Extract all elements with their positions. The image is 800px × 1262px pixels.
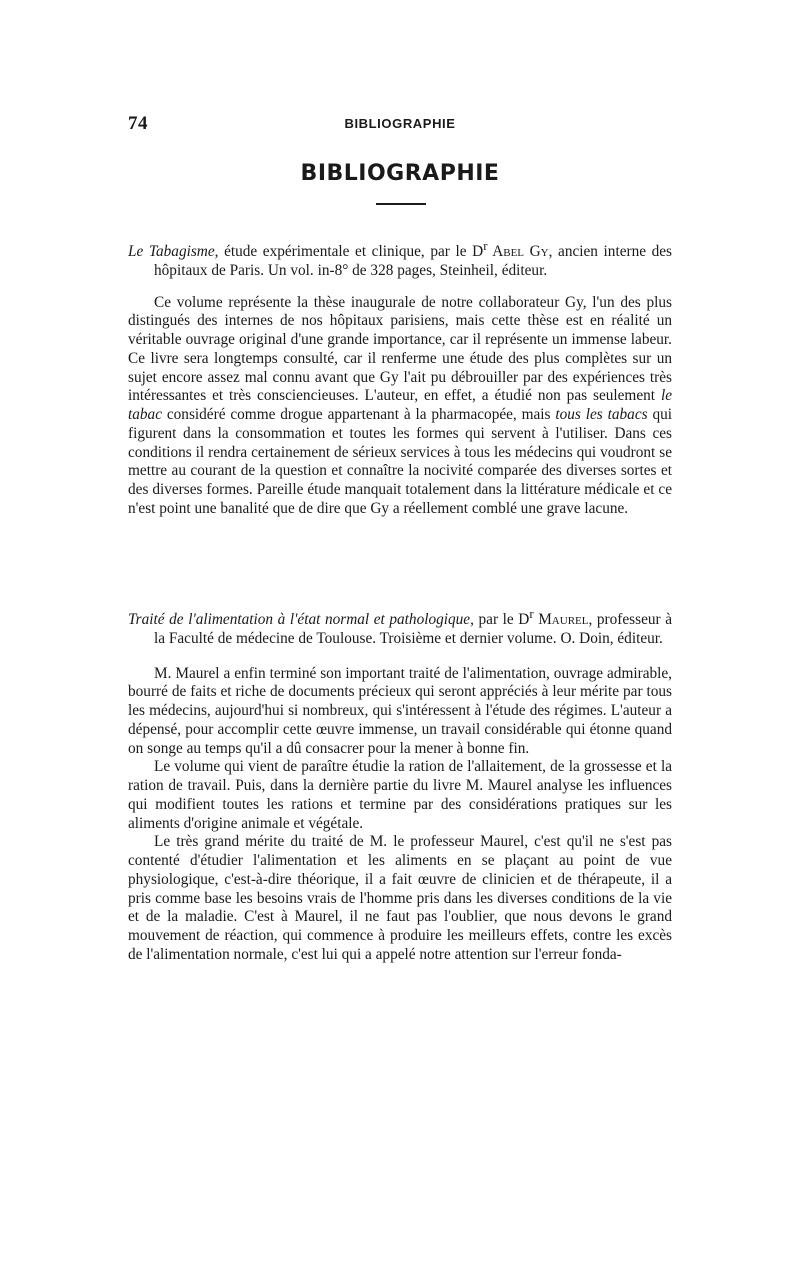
title-rule <box>376 203 426 205</box>
running-header <box>128 113 672 139</box>
page-number: 74 <box>128 113 148 134</box>
review-paragraph: Le très grand mérite du traité de M. le professeur Maurel, c'est qu'il ne s'est pas contenté d'étudier l'alimentation et les aliments en se plaçant au point de vue physiologique, c'est-à-dire théorique, il a fait œuvre de clinicien et de thérapeute, il a pris comme base les besoins vrais de l'homme pris dans les diverses conditions de la vie et de la maladie. C'est à Maurel, il ne faut pas l'oublier, que nous devons le grand mouvement de réaction, qui commence à produire les meilleurs effets, contre les excès de l'alimentation normale, c'est lui qui a appelé notre attention sur l'erreur fonda- <box>128 833 672 963</box>
review-reference: Traité de l'alimentation à l'état normal et pathologique, par le $D^r$ Maurel, professeur à la Faculté de médecine de Toulouse. Troisième et dernier volume. O. Doin, éditeur. <box>128 607 672 647</box>
author-name: Abel Gy, <box>487 243 553 261</box>
author-name: Maurel, <box>533 611 593 629</box>
book-title: Traité de l'alimentation à l'état normal et pathologique, <box>128 611 474 629</box>
review-alimentation <box>128 605 672 965</box>
review-paragraph: M. Maurel a enfin terminé son important traité de l'alimentation, ouvrage admirable, bourré de faits et riche de documents précieux qui seront appréciés à leur mérite par tous les médecins, aujourd'hui si nombreux, qui s'intéressent à l'étude des régimes. L'auteur a dépensé, pour accomplir cette œuvre immense, un travail considérable qui étonne quand on songe au temps qu'il a dû consacrer pour la mener à bonne fin. <box>128 664 672 757</box>
review-reference: Le Tabagisme, étude expérimentale et clinique, par le $D^r$ Abel Gy, ancien interne des hôpitaux de Paris. Un vol. in-8° de 328 pages, Steinheil, éditeur. <box>128 239 673 279</box>
section-title: BIBLIOGRAPHIE <box>300 161 500 186</box>
emphasis: tous les tabacs <box>555 406 648 424</box>
review-tabagisme <box>128 237 672 519</box>
review-paragraph: Le volume qui vient de paraître étudie la ration de l'allaitement, de la grossesse et la ration de travail. Puis, dans la dernière partie du livre M. Maurel analyse les influences qui modifient toutes les rations et termine par des considérations pratiques sur les aliments d'origine animale et végétale. <box>128 758 672 832</box>
book-title: Le Tabagisme, <box>128 243 219 261</box>
emphasis: le tabac <box>128 387 672 424</box>
review-paragraph: Ce volume représente la thèse inaugurale de notre collaborateur Gy, l'un des plus distingués des internes de nos hôpitaux parisiens, mais cette thèse est en réalité un véritable ouvrage original d'une grande importance, car il représente un immense labeur. Ce livre sera longtemps consulté, car il renferme une étude des plus complètes sur un sujet encore assez mal connu avant que Gy l'ait pu débrouiller par des expériences très intéressantes et très consciencieuses. L'auteur, en effet, a étudié non pas seulement le tabac considéré comme drogue appartenant à la pharmacopée, mais tous les tabacs qui figurent dans la consommation et toutes les formes qui servent à l'utiliser. Dans ces conditions il rendra certainement de sérieux services à tous les médecins qui voudront se mettre au courant de la question et connaître la nocivité comparée des diverses sortes et des diverses formes. Pareille étude manquait totalement dans la littérature médicale et ce n'est point une banalité que de dire que Gy a réellement comblé une grave lacune. <box>128 293 672 517</box>
running-title: BIBLIOGRAPHIE <box>344 116 456 131</box>
